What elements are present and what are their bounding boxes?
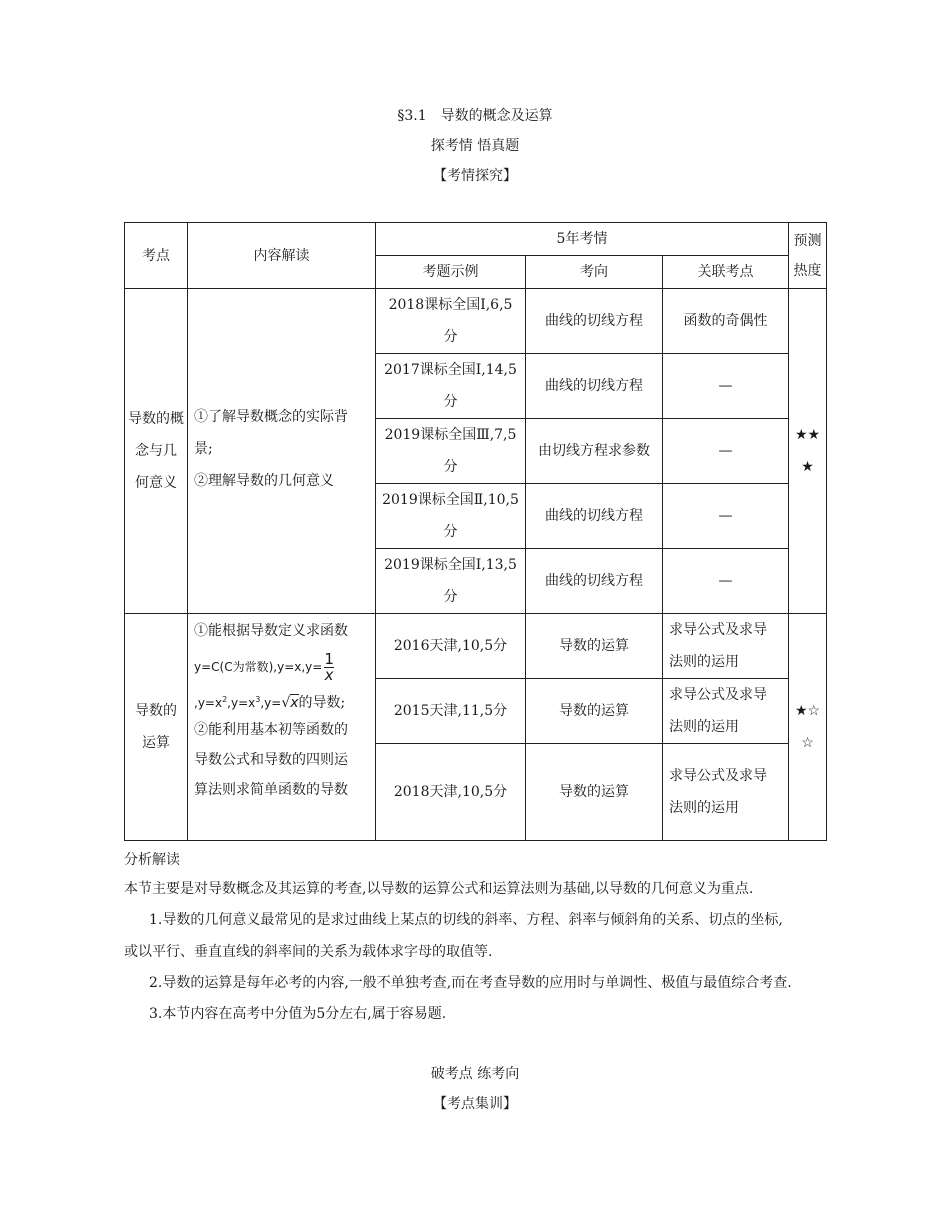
reading-geometric [188, 289, 376, 614]
example-cell: 2018天津,10,5分 [376, 744, 526, 841]
reading-formula-line [194, 688, 369, 715]
formula-text: y=C(C为常数),y=x,y= [194, 660, 323, 674]
superscript: 2 [222, 695, 228, 704]
header-kaodian: 考点 [125, 223, 188, 289]
example-line: 分 [443, 589, 458, 605]
related-cell: 函数的奇偶性 [663, 289, 789, 354]
related-cell: — [663, 419, 789, 484]
star-rating-line: ★☆ [794, 703, 821, 719]
direction-cell: 导数的运算 [526, 614, 663, 679]
analysis-point-1: 1.导数的几何意义最常见的是求过曲线上某点的切线的斜率、方程、斜率与倾斜角的关系、切点的坐标, [149, 912, 783, 928]
related-cell [663, 614, 789, 679]
star-rating-line: ☆ [801, 735, 814, 751]
example-line: 2017课标全国Ⅰ,14,5 [384, 362, 517, 378]
example-cell: 2016天津,10,5分 [376, 614, 526, 679]
example-cell [376, 289, 526, 354]
related-line: 求导公式及求导 [669, 768, 767, 784]
reading-line: 导数公式和导数的四则运 [194, 752, 348, 768]
direction-cell: 由切线方程求参数 [526, 419, 663, 484]
related-cell [663, 744, 789, 841]
example-line: 2019课标全国Ⅱ,10,5 [382, 492, 519, 508]
example-cell [376, 354, 526, 419]
related-line: 法则的运用 [669, 800, 739, 816]
header-related: 关联考点 [663, 256, 789, 289]
superscript: 3 [255, 695, 261, 704]
fraction-denominator: x [324, 665, 334, 684]
kaodian-operation [125, 614, 188, 841]
forecast-stars-operation [789, 614, 827, 841]
kaoqing-tanjiu-heading: 【考情探究】 [433, 168, 517, 184]
radical-sign-icon: √x [281, 695, 299, 711]
kaodian-geometric [125, 289, 188, 614]
direction-cell: 导数的运算 [526, 744, 663, 841]
related-cell: — [663, 549, 789, 614]
related-line: 法则的运用 [669, 719, 739, 735]
table-row [125, 614, 827, 679]
example-line: 2019课标全国Ⅲ,7,5 [384, 427, 517, 443]
example-line: 分 [443, 459, 458, 475]
related-cell: — [663, 354, 789, 419]
related-line: 求导公式及求导 [669, 687, 767, 703]
analysis-intro: 本节主要是对导数概念及其运算的考查,以导数的运算公式和运算法则为基础,以导数的几何意义为重点. [124, 881, 754, 897]
direction-cell: 曲线的切线方程 [526, 549, 663, 614]
example-line: 分 [443, 524, 458, 540]
analysis-point-1-cont: 或以平行、垂直直线的斜率间的关系为载体求字母的取值等. [124, 944, 493, 960]
formula-text: ,y=x [194, 696, 223, 710]
example-line: 分 [443, 394, 458, 410]
direction-cell: 导数的运算 [526, 679, 663, 744]
formula-text: 的导数; [298, 695, 346, 711]
header-direction: 考向 [526, 256, 663, 289]
radical-variable: x [290, 695, 299, 711]
header-neirong: 内容解读 [188, 223, 376, 289]
related-line: 法则的运用 [669, 654, 739, 670]
reading-line: ①了解导数概念的实际背 [194, 409, 348, 425]
section-subtitle: 探考情 悟真题 [430, 138, 520, 154]
star-rating-line: ★★ [794, 427, 821, 443]
table-row [125, 289, 827, 354]
formula-text: ,y=x [227, 696, 256, 710]
kaodian-line: 念与几 [135, 443, 177, 459]
header-forecast-line1: 预测 [793, 232, 822, 249]
kaodian-jixun-heading: 【考点集训】 [433, 1096, 517, 1112]
example-cell [376, 549, 526, 614]
section-title: §3.1 导数的概念及运算 [397, 108, 553, 124]
kaodian-line: 导数的概 [128, 411, 184, 427]
reading-line: ②能利用基本初等函数的 [194, 722, 348, 738]
direction-cell: 曲线的切线方程 [526, 289, 663, 354]
example-line: 2018课标全国Ⅰ,6,5 [388, 297, 513, 313]
direction-cell: 曲线的切线方程 [526, 484, 663, 549]
reading-line: ②理解导数的几何意义 [194, 473, 334, 489]
header-five-year: 5年考情 [376, 223, 789, 256]
reading-operation [188, 614, 376, 841]
reading-line: 算法则求简单函数的导数 [194, 782, 348, 798]
reading-line: 景; [194, 441, 213, 457]
example-cell [376, 419, 526, 484]
header-example: 考题示例 [376, 256, 526, 289]
example-cell: 2015天津,11,5分 [376, 679, 526, 744]
forecast-stars-geometric [789, 289, 827, 614]
kaodian-line: 运算 [142, 735, 170, 751]
related-cell [663, 679, 789, 744]
analysis-point-2: 2.导数的运算是每年必考的内容,一般不单独考查,而在考查导数的应用时与单调性、极值与最值综合考查. [149, 975, 792, 991]
kaodian-line: 导数的 [135, 703, 177, 719]
analysis-point-3: 3.本节内容在高考中分值为5分左右,属于容易题. [149, 1006, 447, 1022]
example-line: 分 [443, 329, 458, 345]
star-rating-line: ★ [801, 459, 814, 475]
kaodian-line: 何意义 [135, 475, 177, 491]
reading-formula-line [194, 646, 369, 688]
header-forecast [789, 223, 827, 289]
fraction-numerator: 1 [324, 649, 334, 668]
pokaodian-subtitle: 破考点 练考向 [430, 1066, 520, 1082]
direction-cell: 曲线的切线方程 [526, 354, 663, 419]
example-cell [376, 484, 526, 549]
exam-analysis-table [124, 222, 827, 841]
formula-text: ,y= [260, 696, 282, 710]
fraction-one-over-x [324, 649, 334, 684]
example-line: 2019课标全国Ⅰ,13,5 [384, 557, 517, 573]
reading-line: ①能根据导数定义求函数 [194, 623, 348, 639]
analysis-heading: 分析解读 [124, 852, 180, 868]
related-cell: — [663, 484, 789, 549]
related-line: 求导公式及求导 [669, 622, 767, 638]
header-forecast-line2: 热度 [793, 262, 822, 279]
